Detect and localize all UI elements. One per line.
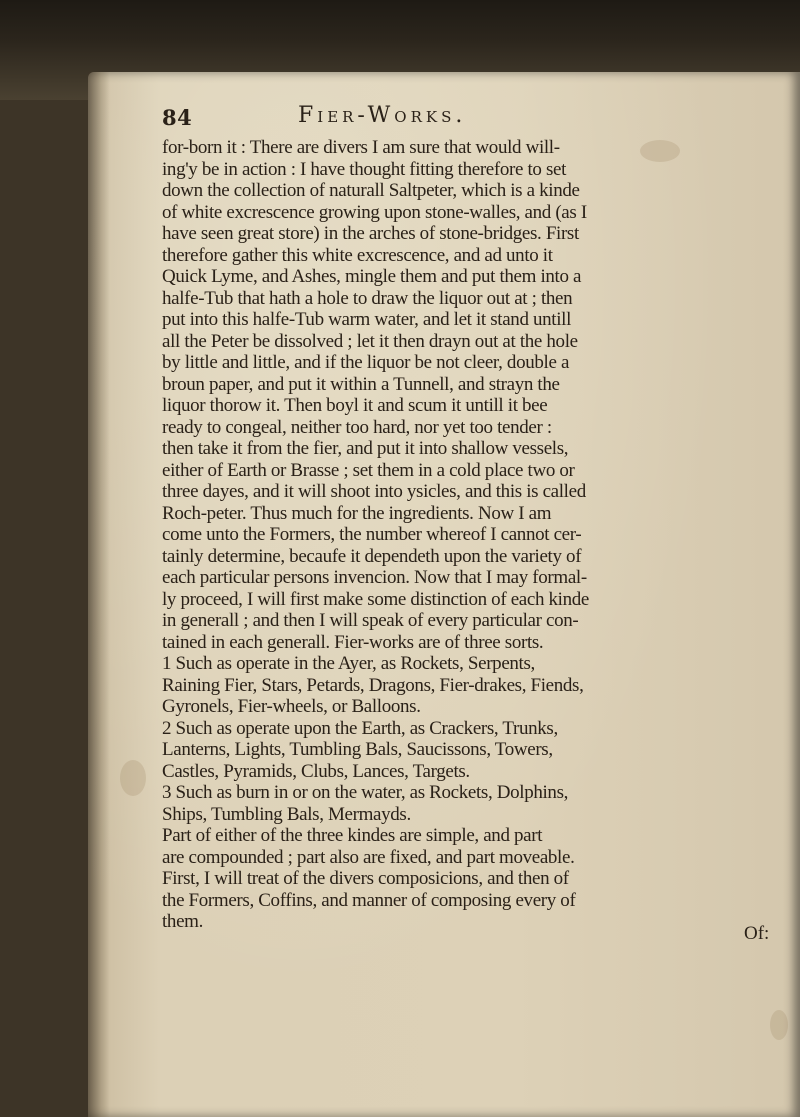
running-head [162, 103, 780, 133]
text-line: liquor thorow it. Then boyl it and scum it untill it bee [162, 395, 548, 416]
text-line: Gyronels, Fier-wheels, or Balloons. [162, 696, 421, 717]
text-line: all the Peter be dissolved ; let it then drayn out at the hole [162, 330, 578, 352]
text-line: the Formers, Coffins, and manner of composing every of [162, 889, 576, 911]
text-line: tained in each generall. Fier-works are of three sorts. [162, 631, 544, 653]
text-line: Lanterns, Lights, Tumbling Bals, Saucissons, Towers, [162, 739, 553, 760]
text-line: down the collection of naturall Saltpeter, which is a kinde [162, 180, 580, 201]
page-binding-shadow [88, 72, 110, 1117]
text-line: broun paper, and put it within a Tunnell, and strayn the [162, 373, 560, 395]
text-line: three dayes, and it will shoot into ysicles, and this is called [162, 481, 586, 502]
text-line: First, I will treat of the divers composicions, and then of [162, 868, 569, 889]
paper-stain [770, 1010, 788, 1040]
text-line: are compounded ; part also are fixed, and part moveable. [162, 846, 575, 868]
text-line: Ships, Tumbling Bals, Mermayds. [162, 803, 411, 825]
text-line: 3 Such as burn in or on the water, as Rockets, Dolphins, [162, 782, 569, 803]
text-line: either of Earth or Brasse ; set them in a cold place two or [162, 459, 575, 481]
catchword: Of: [744, 923, 770, 944]
text-line: of white excrescence growing upon stone-walles, and (as I [162, 201, 587, 223]
paper-stain [120, 760, 146, 796]
text-line: them. [162, 911, 203, 932]
text-line: each particular persons invencion. Now that I may formal- [162, 567, 587, 588]
text-line: Castles, Pyramids, Clubs, Lances, Targets. [162, 760, 470, 782]
text-line: Roch-peter. Thus much for the ingredients. Now I am [162, 502, 552, 524]
text-line: 1 Such as operate in the Ayer, as Rockets, Serpents, [162, 653, 535, 674]
text-line: put into this halfe-Tub warm water, and let it stand untill [162, 309, 572, 330]
text-line: therefore gather this white excrescence, and ad unto it [162, 244, 553, 266]
body-paragraph [162, 137, 780, 933]
text-line: ready to congeal, neither too hard, nor yet too tender : [162, 416, 552, 438]
printed-text-block [162, 103, 780, 933]
text-line: halfe-Tub that hath a hole to draw the liquor out at ; then [162, 287, 573, 309]
text-line: ly proceed, I will first make some distinction of each kinde [162, 588, 589, 610]
text-line: ing'y be in action : I have thought fitting therefore to set [162, 158, 567, 180]
text-line: come unto the Formers, the number whereof I cannot cer- [162, 524, 582, 545]
text-line: Raining Fier, Stars, Petards, Dragons, Fier-drakes, Fiends, [162, 674, 584, 696]
text-line: in generall ; and then I will speak of every particular con- [162, 610, 579, 631]
page-number: 84 [162, 105, 193, 130]
text-line: Part of either of the three kindes are simple, and part [162, 825, 543, 846]
text-line: for-born it : There are divers I am sure that would will- [162, 137, 560, 158]
text-line: Quick Lyme, and Ashes, mingle them and put them into a [162, 266, 582, 287]
text-line: tainly determine, becaufe it dependeth upon the variety of [162, 545, 582, 567]
text-line: have seen great store) in the arches of stone-bridges. First [162, 223, 579, 244]
text-line: by little and little, and if the liquor be not cleer, double a [162, 352, 570, 373]
running-title: Fier-Works. [298, 103, 467, 128]
text-line: then take it from the fier, and put it into shallow vessels, [162, 438, 569, 459]
text-line: 2 Such as operate upon the Earth, as Crackers, Trunks, [162, 717, 558, 739]
